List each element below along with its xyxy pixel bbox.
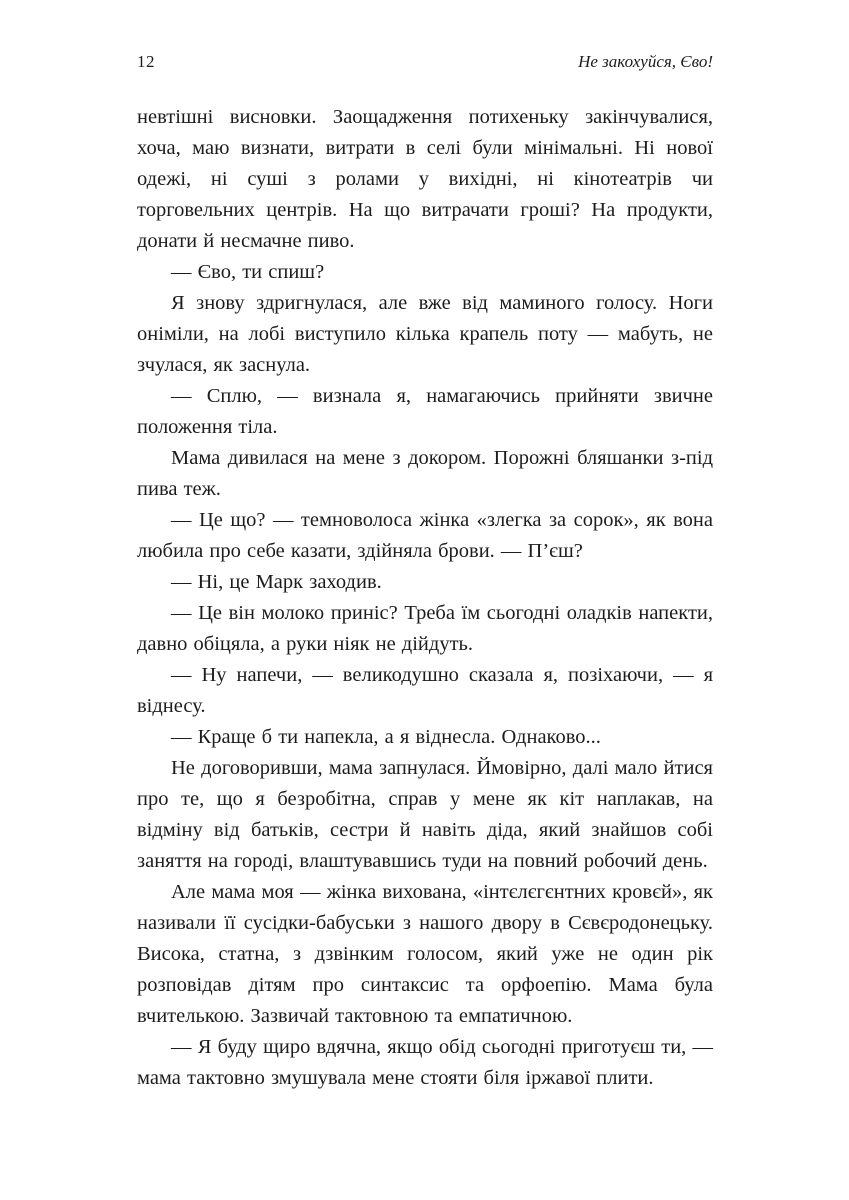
paragraph-dialogue: — Сплю, — визнала я, намагаючись прийняти звичне положення тіла.: [137, 385, 713, 438]
running-title: Не закохуйся, Єво!: [578, 52, 713, 71]
paragraph-dialogue: — Це що? — темноволоса жінка «злегка за сорок», як вона любила про себе казати, здійняла брови. — П’єш?: [137, 509, 713, 562]
body-text: [137, 102, 713, 1094]
paragraph: Не договоривши, мама запнулася. Ймовірно, далі мало йтися про те, що я безробітна, справ у мене як кіт наплакав, на відміну від батьків, сестри й навіть діда, який знайшов собі заняття на городі, влаштувавшись туди на повний робочий день.: [137, 757, 713, 872]
paragraph-dialogue: — Краще б ти напекла, а я віднесла. Однаково...: [171, 726, 601, 748]
paragraph-dialogue: — Я буду щиро вдячна, якщо обід сьогодні приготуєш ти, — мама тактовно змушувала мене стояти біля іржавої плити.: [137, 1036, 713, 1089]
paragraph-dialogue: — Ні, це Марк заходив.: [171, 571, 382, 593]
paragraph: Мама дивилася на мене з докором. Порожні бляшанки з-під пива теж.: [137, 447, 713, 500]
paragraph-dialogue: — Це він молоко приніс? Треба їм сьогодні оладків напекти, давно обіцяла, а руки ніяк не дійдуть.: [137, 602, 713, 655]
paragraph-dialogue: — Ну напечи, — великодушно сказала я, позіхаючи, — я віднесу.: [137, 664, 713, 717]
page-header: [137, 52, 713, 72]
paragraph-dialogue: — Єво, ти спиш?: [171, 261, 325, 283]
page-number: 12: [137, 52, 155, 71]
paragraph: невтішні висновки. Заощадження потихеньку закінчувалися, хоча, маю визнати, витрати в селі були мінімальні. Ні нової одежі, ні суші з ролами у вихідні, ні кінотеатрів чи торговельних центрів. На що витрачати гроші? На продукти, донати й несмачне пиво.: [137, 106, 713, 252]
paragraph: Але мама моя — жінка вихована, «інтєлєгєнтних кровєй», як називали її сусідки-бабуськи з нашого двору в Сєвєродонецьку. Висока, статна, з дзвінким голосом, який уже не один рік розповідав дітям про синтаксис та орфоепію. Мама була вчителькою. Зазвичай тактовною та емпатичною.: [137, 881, 713, 1027]
paragraph: Я знову здригнулася, але вже від маминого голосу. Ноги оніміли, на лобі виступило кілька крапель поту — мабуть, не зчулася, як заснула.: [137, 292, 713, 376]
